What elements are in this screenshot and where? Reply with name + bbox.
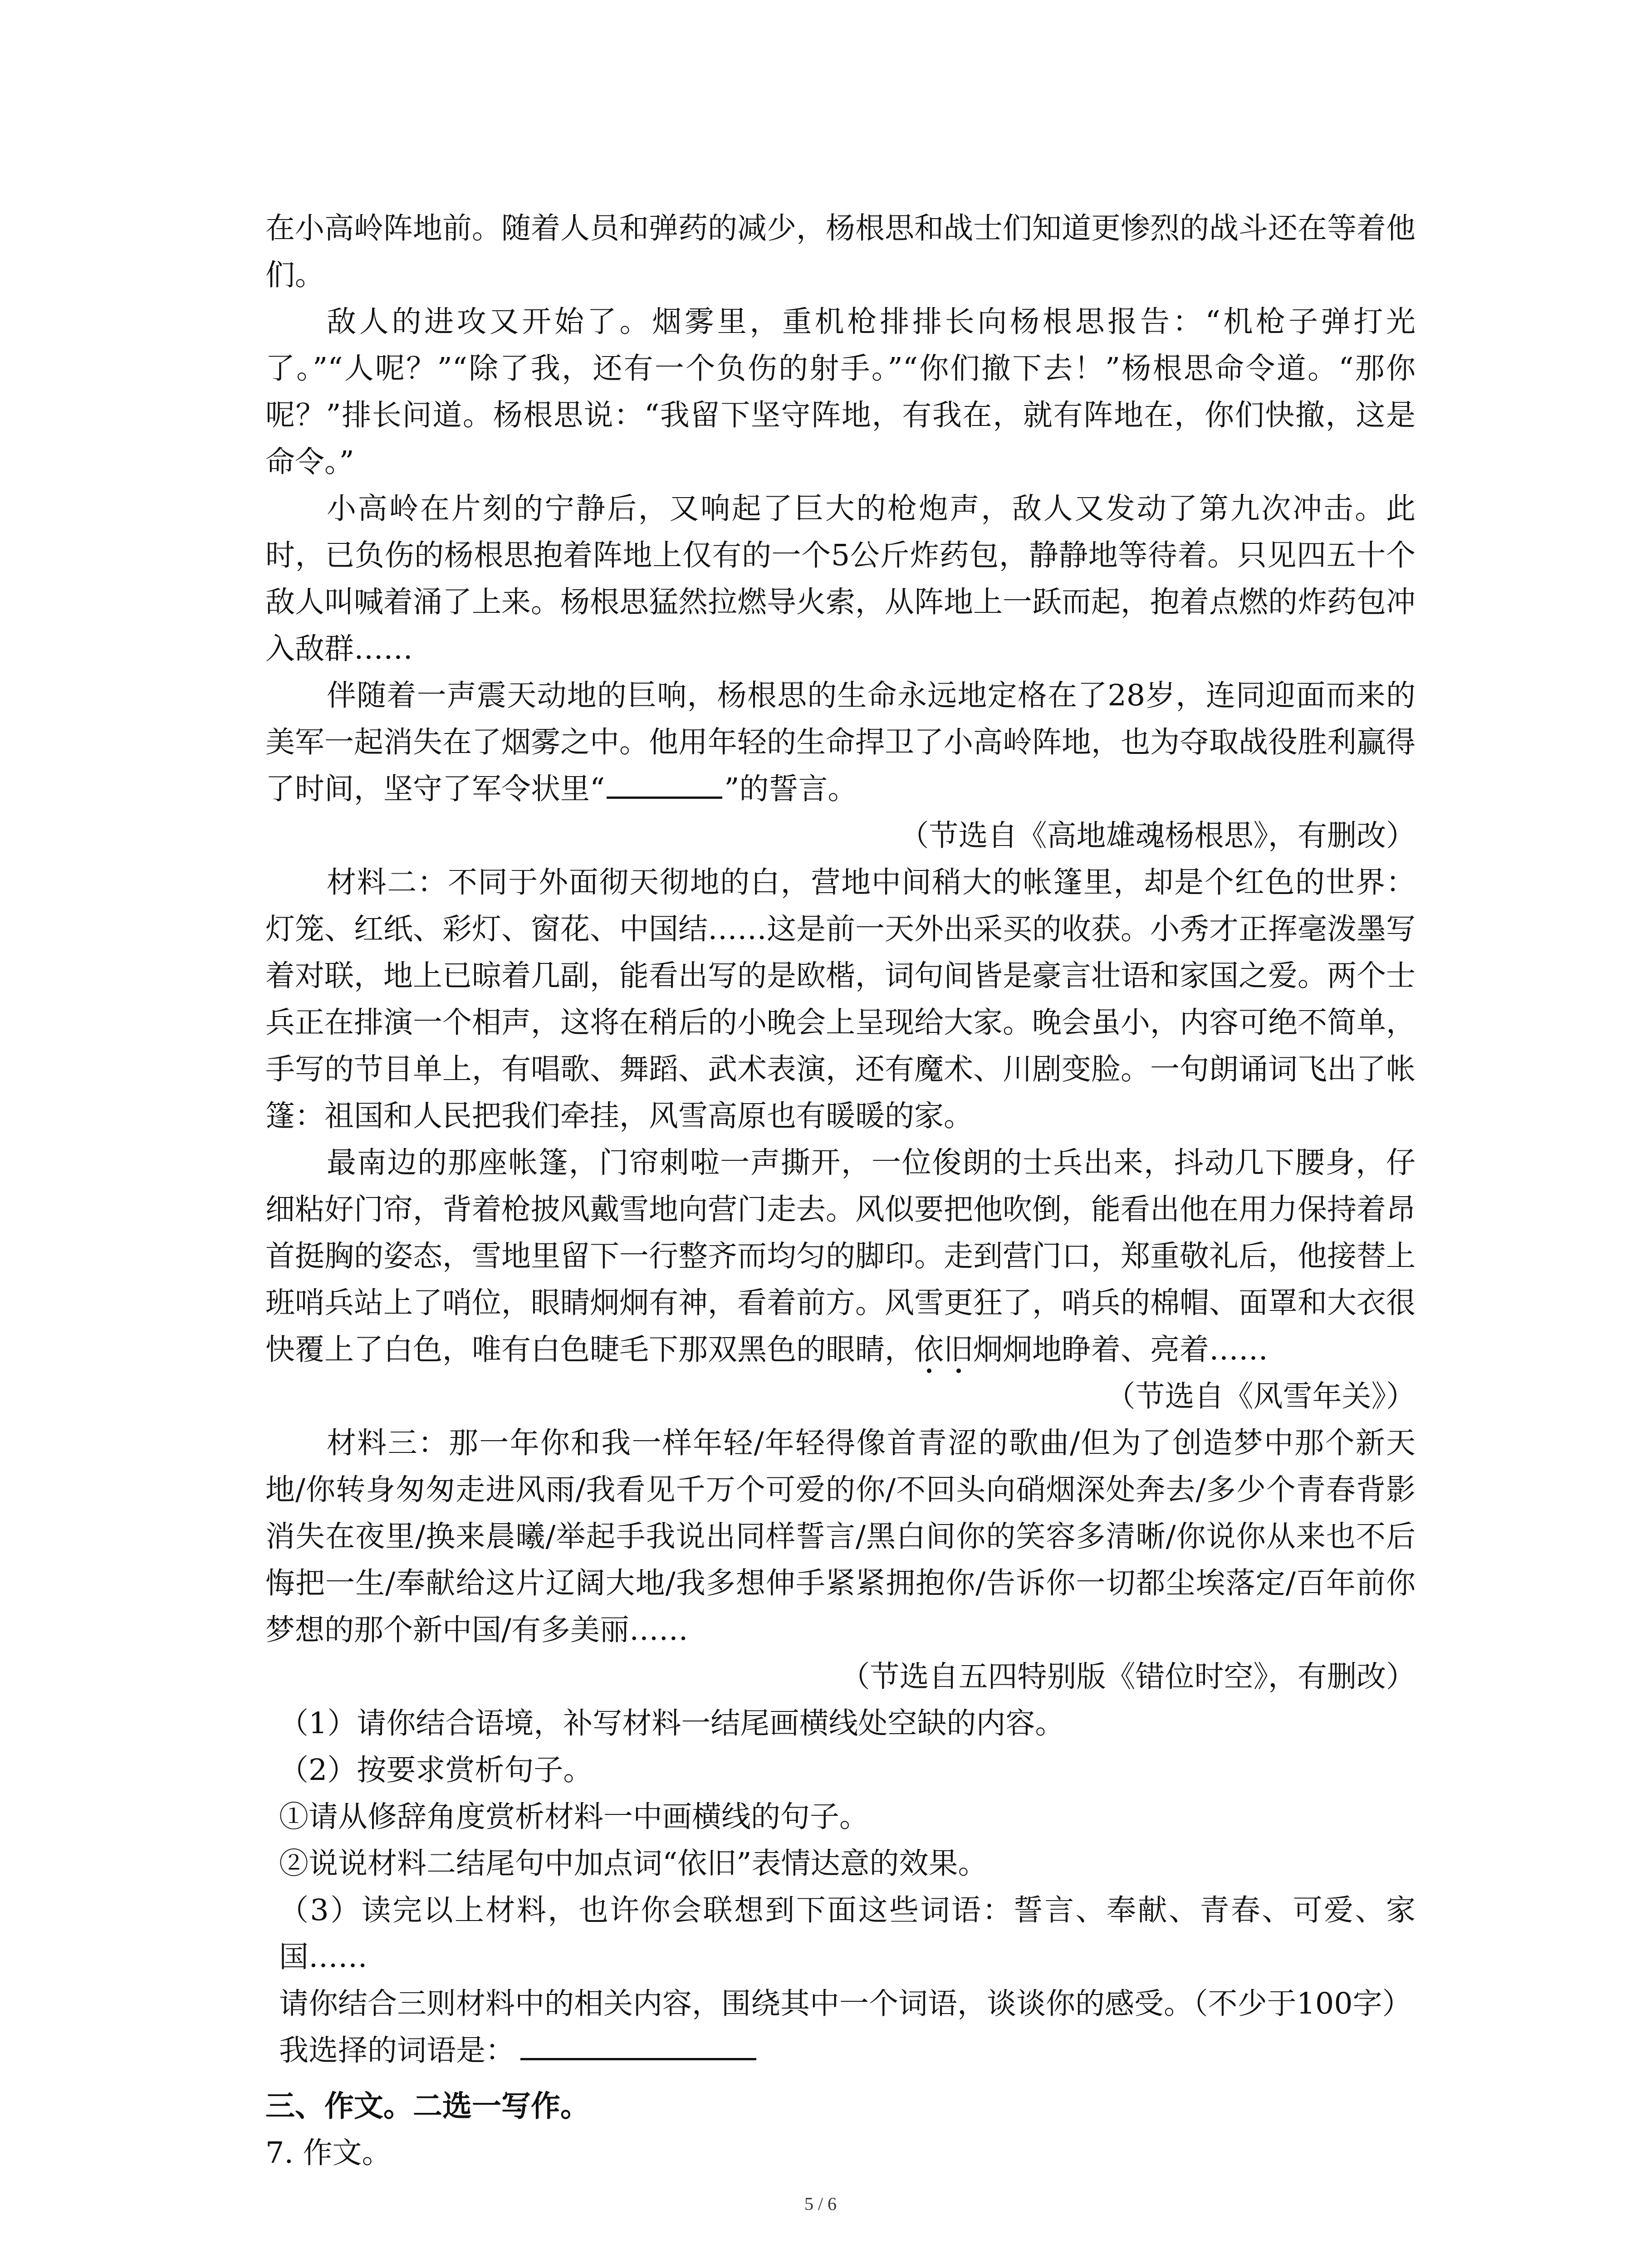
question-3-choice (265, 2027, 1416, 2074)
material2-paragraph-1: 材料二：不同于外面彻天彻地的白，营地中间稍大的帐篷里，却是个红色的世界：灯笼、红纸、彩灯、窗花、中国结……这是前一天外出采买的收获。小秀才正挥毫泼墨写着对联，地上已晾着几副，能看出写的是欧楷，词句间皆是豪言壮语和家国之爱。两个士兵正在排演一个相声，这将在稍后的小晚会上呈现给大家。晚会虽小，内容可绝不简单，手写的节目单上，有唱歌、舞蹈、武术表演，还有魔术、川剧变脸。一句朗诵词飞出了帐篷：祖国和人民把我们牵挂，风雪高原也有暖暖的家。 (265, 865, 1416, 1133)
fill-in-blank (607, 768, 722, 799)
question-3-requirement: 请你结合三则材料中的相关内容，围绕其中一个词语，谈谈你的感受。（不少于100字） (279, 1987, 1412, 2021)
question-7: 7. 作文。 (265, 2136, 392, 2170)
dotted-word-char-1: 依 (914, 1333, 944, 1367)
page-content (265, 205, 1416, 2176)
material1-source: （节选自《高地雄魂杨根思》，有删改） (899, 819, 1416, 853)
material2-paragraph-2 (265, 1139, 1416, 1373)
question-1: （1）请你结合语境，补写材料一结尾画横线处空缺的内容。 (279, 1706, 1065, 1740)
dotted-word-char-2: 旧 (944, 1333, 974, 1367)
material3-paragraph: 材料三：那一年你和我一样年轻/年轻得像首青涩的歌曲/但为了创造梦中那个新天地/你转身匆匆走进风雨/我看见千万个可爱的你/不回头向硝烟深处奔去/多少个青春背影消失在夜里/换来晨曦/举起手我说出同样誓言/黑白间你的笑容多清晰/你说你从来也不后悔把一生/奉献给这片辽阔大地/我多想伸手紧紧拥抱你/告诉你一切都尘埃落定/百年前你梦想的那个新中国/有多美丽…… (265, 1426, 1416, 1647)
page-number: 5 / 6 (804, 2194, 837, 2214)
material2-paragraph-2-end: 炯炯地睁着、亮着…… (973, 1333, 1269, 1367)
answer-blank (520, 2030, 756, 2060)
question-3-choice-label: 我选择的词语是： (279, 2033, 515, 2068)
question-2: （2）按要求赏析句子。 (279, 1753, 593, 1787)
material1-paragraph-3-end: ”的誓言。 (724, 772, 857, 806)
question-2-part-2: ②说说材料二结尾句中加点词“依旧”表情达意的效果。 (279, 1847, 988, 1881)
material2-paragraph-2-main: 最南边的那座帐篷，门帘刺啦一声撕开，一位俊朗的士兵出来，抖动几下腰身，仔细粘好门帘，背着枪披风戴雪地向营门走去。风似要把他吹倒，能看出他在用力保持着昂首挺胸的姿态，雪地里留下一行整齐而均匀的脚印。走到营门口，郑重敬礼后，他接替上班哨兵站上了哨位，眼睛炯炯有神，看着前方。风雪更狂了，哨兵的棉帽、面罩和大衣很快覆上了白色，唯有白色睫毛下那双黑色的眼睛， (265, 1146, 1416, 1367)
material1-paragraph-3-start: 伴随着一声震天动地的巨响，杨根思的生命永远地定格在了28岁，连同迎面而来的美军一起消失在了烟雾之中。他用年轻的生命捍卫了小高岭阵地，也为夺取战役胜利赢得了时间，坚守了军令状里“ (265, 679, 1416, 806)
material1-paragraph-3 (265, 672, 1416, 812)
material2-source: （节选自《风雪年关》） (1106, 1379, 1416, 1413)
material3-source: （节选自五四特别版《错位时空》，有删改） (840, 1660, 1416, 1694)
question-2-part-1: ①请从修辞角度赏析材料一中画横线的句子。 (279, 1800, 869, 1834)
material1-paragraph-2: 小高岭在片刻的宁静后，又响起了巨大的枪炮声，敌人又发动了第九次冲击。此时，已负伤的杨根思抱着阵地上仅有的一个5公斤炸药包，静静地等待着。只见四五十个敌人叫喊着涌了上来。杨根思猛然拉燃导火索，从阵地上一跃而起，抱着点燃的炸药包冲入敌群…… (265, 492, 1416, 666)
question-3: （3）读完以上材料，也许你会联想到下面这些词语：誓言、奉献、青春、可爱、家国…… (279, 1893, 1416, 1974)
section-3-heading: 三、作文。二选一写作。 (265, 2089, 590, 2123)
material1-continued-text: 在小高岭阵地前。随着人员和弹药的减少，杨根思和战士们知道更惨烈的战斗还在等着他们。 (265, 211, 1416, 292)
material1-paragraph-1: 敌人的进攻又开始了。烟雾里，重机枪排排长向杨根思报告：“机枪子弹打光了。”“人呢？”“除了我，还有一个负伤的射手。”“你们撤下去！”杨根思命令道。“那你呢？”排长问道。杨根思说：“我留下坚守阵地，有我在，就有阵地在，你们快撤，这是命令。” (265, 305, 1416, 479)
